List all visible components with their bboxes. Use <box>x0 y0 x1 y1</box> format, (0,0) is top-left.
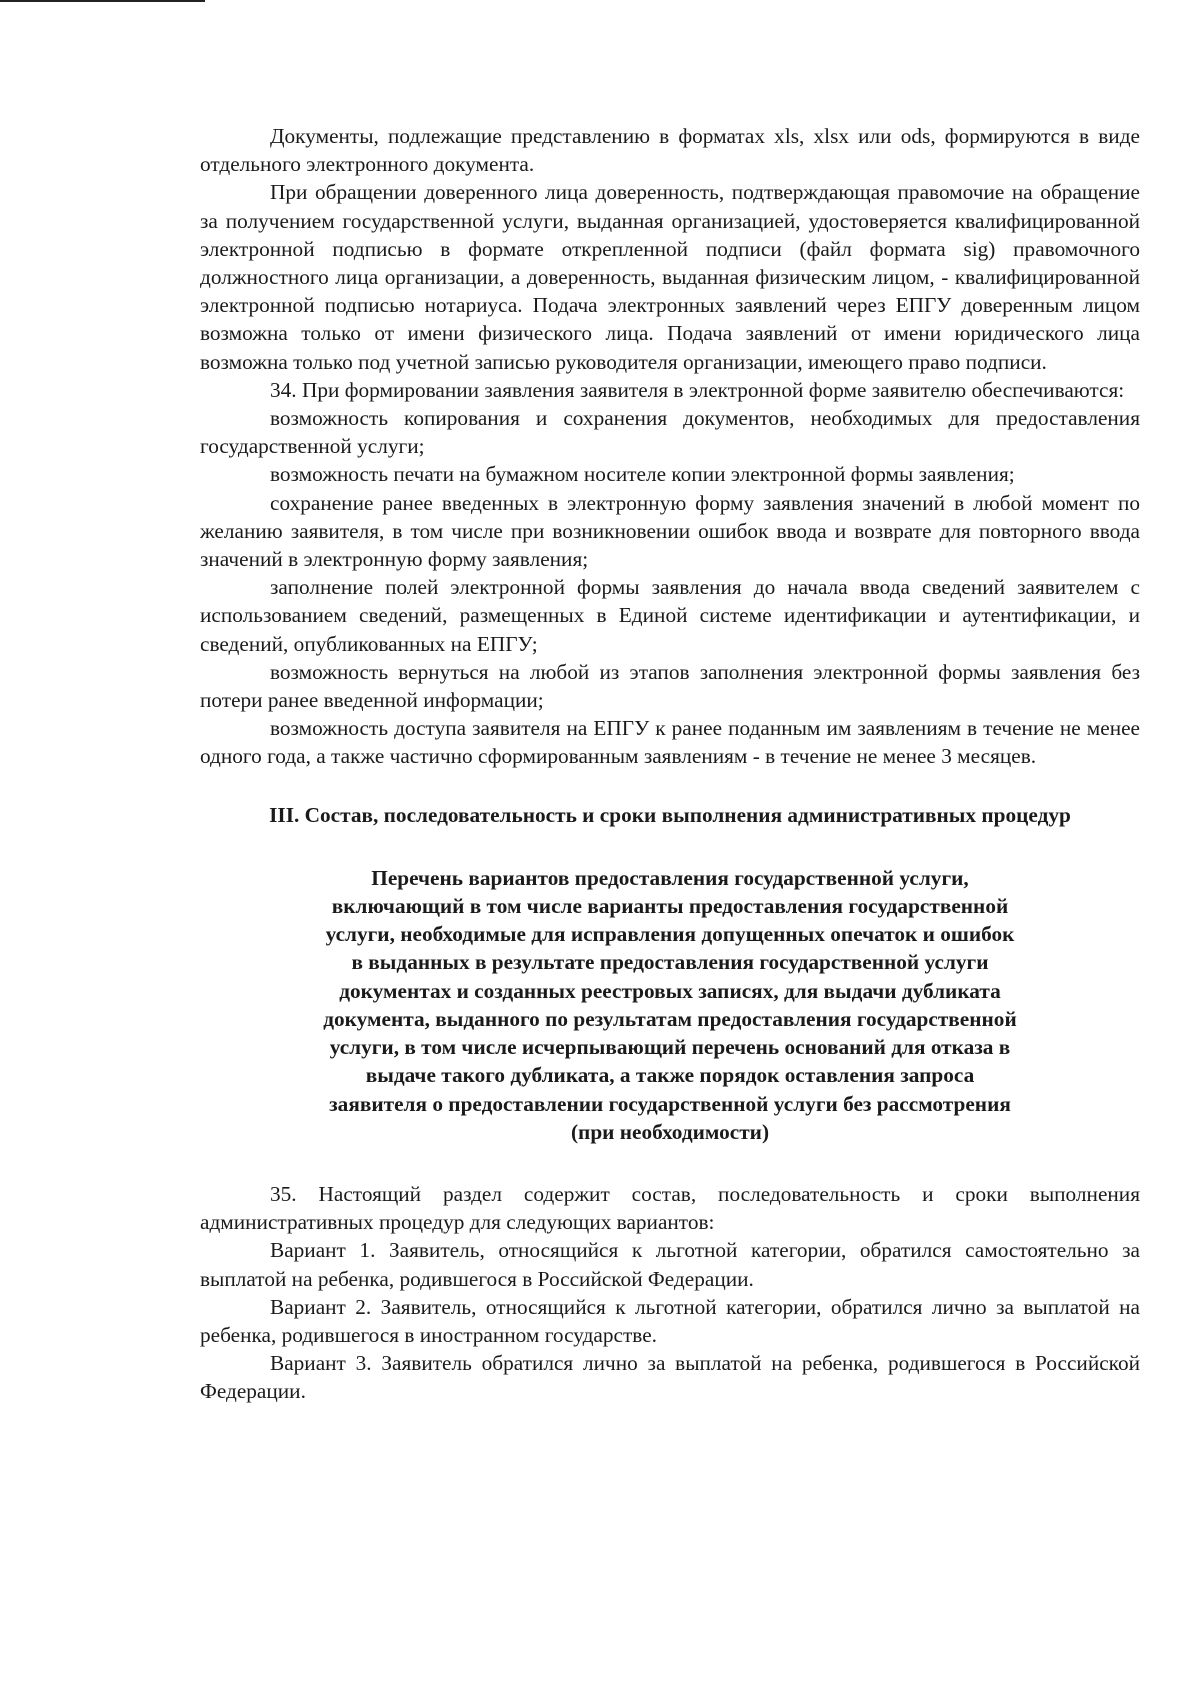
subsection-heading: Перечень вариантов предоставления государственной услуги, включающий в том числе варианты предоставления государственной услуги, необходимые для исправления допущенных опечаток и ошибок в выданных в результате предоставления государственной услуги документах и созданных реестровых записях, для выдачи дубликата документа, выданного по результатам предоставления государственной услуги, в том числе исчерпывающий перечень оснований для отказа в выдаче такого дубликата, а также порядок оставления запроса заявителя о предоставлении государственной услуги без рассмотрения (при необходимости) <box>323 865 1017 1144</box>
paragraph: При обращении доверенного лица доверенность, подтверждающая правомочие на обращение за получением государственной услуги, выданная организацией, удостоверяется квалифицированной электронной подписью в формате открепленной подписи (файл формата sig) правомочного должностного лица организации, а доверенность, выданная физическим лицом, - квалифицированной электронной подписью нотариуса. Подача электронных заявлений через ЕПГУ доверенным лицом возможна только от имени физического лица. Подача заявлений от имени юридического лица возможна только под учетной записью руководителя организации, имеющего право подписи. <box>200 180 1140 374</box>
paragraph: сохранение ранее введенных в электронную форму заявления значений в любой момент по желанию заявителя, в том числе при возникновении ошибок ввода и возврате для повторного ввода значений в электронную форму заявления; <box>200 490 1140 572</box>
paragraph: возможность печати на бумажном носителе копии электронной формы заявления; <box>270 462 1015 487</box>
paragraph: возможность доступа заявителя на ЕПГУ к ранее поданным им заявлениям в течение не менее одного года, а также частично сформированным заявлениям - в течение не менее 3 месяцев. <box>200 716 1140 769</box>
paragraph: 35. Настоящий раздел содержит состав, последовательность и сроки выполнения административных процедур для следующих вариантов: <box>200 1181 1140 1235</box>
paragraph: Вариант 1. Заявитель, относящийся к льготной категории, обратился самостоятельно за выплатой на ребенка, родившегося в Российской Федерации. <box>200 1238 1140 1291</box>
paragraph: Документы, подлежащие представлению в форматах xls, xlsx или ods, формируются в виде отдельного электронного документа. <box>200 124 1140 177</box>
document-page <box>200 122 1140 1406</box>
scan-edge-line <box>0 0 205 2</box>
paragraph: возможность вернуться на любой из этапов заполнения электронной формы заявления без потери ранее введенной информации; <box>200 659 1140 713</box>
paragraph: Вариант 3. Заявитель обратился лично за выплатой на ребенка, родившегося в Российской Федерации. <box>200 1351 1140 1404</box>
section-heading: III. Состав, последовательность и сроки выполнения административных процедур <box>269 802 1071 827</box>
paragraph: возможность копирования и сохранения документов, необходимых для предоставления государственной услуги; <box>200 406 1140 459</box>
paragraph: Вариант 2. Заявитель, относящийся к льготной категории, обратился лично за выплатой на ребенка, родившегося в иностранном государстве. <box>200 1294 1140 1347</box>
paragraph: заполнение полей электронной формы заявления до начала ввода сведений заявителем с использованием сведений, размещенных в Единой системе идентификации и аутентификации, и сведений, опубликованных на ЕПГУ; <box>200 575 1140 656</box>
paragraph: 34. При формировании заявления заявителя в электронной форме заявителю обеспечиваются: <box>270 377 1125 402</box>
